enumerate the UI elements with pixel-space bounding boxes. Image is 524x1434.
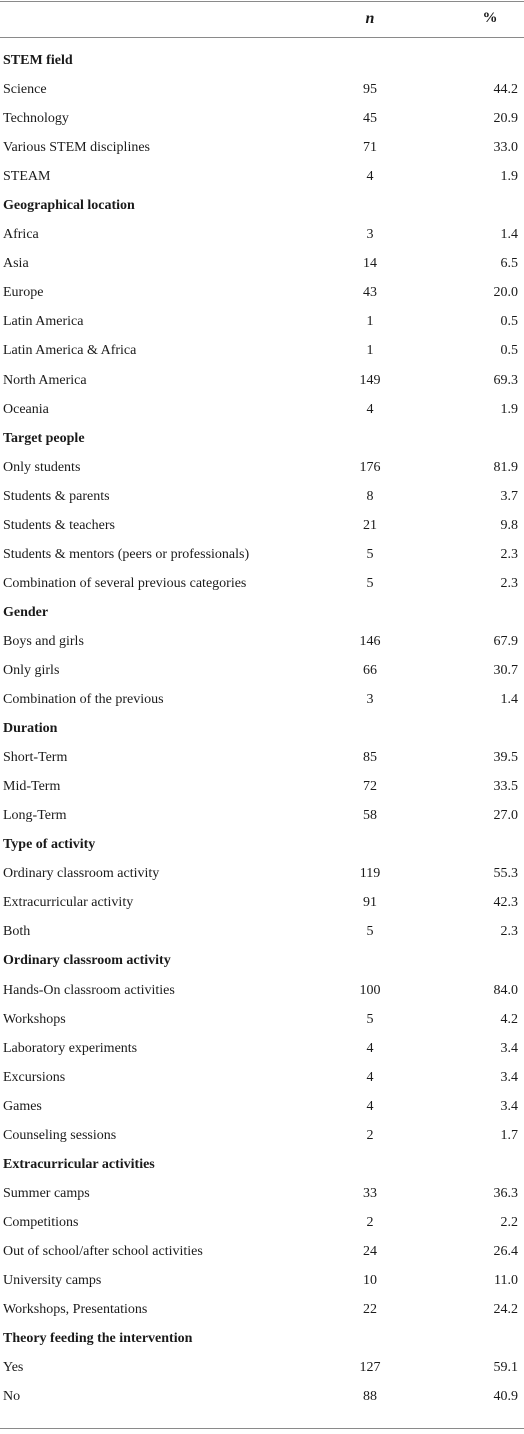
percent-cell: 2.3: [500, 546, 518, 562]
row-label: Students & parents: [3, 488, 110, 504]
percent-cell: 24.2: [493, 1302, 518, 1318]
count-cell: 4: [366, 169, 374, 185]
table-row: [0, 1035, 524, 1064]
count-cell: 1: [366, 314, 374, 330]
section-title: Theory feeding the intervention: [3, 1331, 193, 1347]
percent-cell: 39.5: [493, 750, 518, 766]
row-label: Short-Term: [3, 750, 68, 766]
percent-cell: 69.3: [493, 372, 518, 388]
table-row: [0, 163, 524, 192]
row-label: Excursions: [3, 1069, 66, 1085]
table-row: [0, 1267, 524, 1296]
percent-cell: 3.7: [500, 488, 518, 504]
percent-cell: 26.4: [493, 1243, 518, 1259]
table-row: [0, 1354, 524, 1383]
section-title: Extracurricular activities: [3, 1156, 155, 1172]
count-cell: 33: [363, 1185, 377, 1201]
section-header-row: [0, 599, 524, 628]
table-row: [0, 308, 524, 337]
row-label: Science: [3, 82, 47, 98]
percent-cell: 36.3: [493, 1185, 518, 1201]
table-row: [0, 1296, 524, 1325]
count-cell: 4: [366, 1069, 374, 1085]
row-label: Combination of several previous categories: [3, 575, 247, 591]
table-body: [0, 47, 524, 1412]
row-label: Only girls: [3, 662, 60, 678]
row-label: Workshops: [3, 1011, 66, 1027]
count-cell: 4: [366, 1040, 374, 1056]
section-header-row: [0, 425, 524, 454]
count-cell: 95: [363, 82, 377, 98]
percent-cell: 1.9: [500, 401, 518, 417]
row-label: STEAM: [3, 169, 51, 185]
percent-cell: 33.0: [493, 140, 518, 156]
row-label: Out of school/after school activities: [3, 1243, 203, 1259]
percent-cell: 9.8: [500, 517, 518, 533]
section-header-row: [0, 947, 524, 976]
row-label: Counseling sessions: [3, 1127, 117, 1143]
table-row: [0, 367, 524, 396]
table-row: [0, 250, 524, 279]
percent-cell: 0.5: [500, 314, 518, 330]
section-title: Gender: [3, 604, 49, 620]
percent-cell: 81.9: [493, 459, 518, 475]
row-label: Europe: [3, 285, 44, 301]
percent-cell: 1.7: [500, 1127, 518, 1143]
row-label: Ordinary classroom activity: [3, 866, 160, 882]
row-label: Various STEM disciplines: [3, 140, 150, 156]
percent-cell: 40.9: [493, 1389, 518, 1405]
table-row: [0, 686, 524, 715]
table-row: [0, 1122, 524, 1151]
row-label: Long-Term: [3, 808, 67, 824]
count-cell: 2: [366, 1127, 374, 1143]
section-header-row: [0, 192, 524, 221]
row-label: Latin America & Africa: [3, 343, 137, 359]
section-header-row: [0, 47, 524, 76]
table-row: [0, 541, 524, 570]
row-label: Students & teachers: [3, 517, 115, 533]
bottom-rule: [0, 1428, 524, 1429]
table-row: [0, 657, 524, 686]
percent-cell: 33.5: [493, 779, 518, 795]
count-cell: 4: [366, 1098, 374, 1114]
row-label: Summer camps: [3, 1185, 90, 1201]
table-row: [0, 1180, 524, 1209]
percent-cell: 84.0: [493, 982, 518, 998]
count-cell: 2: [366, 1214, 374, 1230]
header-percent: %: [482, 10, 498, 26]
row-label: Technology: [3, 111, 69, 127]
table-row: [0, 279, 524, 308]
percent-cell: 6.5: [500, 256, 518, 272]
row-label: Asia: [3, 256, 29, 272]
table-row: [0, 134, 524, 163]
percent-cell: 1.4: [500, 227, 518, 243]
table-row: [0, 1383, 524, 1412]
row-label: Combination of the previous: [3, 692, 164, 708]
count-cell: 127: [359, 1360, 381, 1376]
percent-cell: 20.0: [493, 285, 518, 301]
section-title: Geographical location: [3, 198, 135, 214]
row-label: North America: [3, 372, 87, 388]
count-cell: 14: [363, 256, 377, 272]
percent-cell: 2.3: [500, 575, 518, 591]
row-label: Students & mentors (peers or professionals): [3, 546, 250, 562]
row-label: Hands-On classroom activities: [3, 982, 175, 998]
table-row: [0, 105, 524, 134]
percent-cell: 0.5: [500, 343, 518, 359]
table-row: [0, 221, 524, 250]
table-row: [0, 773, 524, 802]
count-cell: 1: [366, 343, 374, 359]
row-label: Oceania: [3, 401, 49, 417]
row-label: Latin America: [3, 314, 84, 330]
table-row: [0, 918, 524, 947]
percent-cell: 55.3: [493, 866, 518, 882]
row-label: Mid-Term: [3, 779, 61, 795]
table-row: [0, 454, 524, 483]
count-cell: 8: [366, 488, 374, 504]
percent-cell: 2.3: [500, 924, 518, 940]
percent-cell: 1.9: [500, 169, 518, 185]
count-cell: 100: [359, 982, 381, 998]
row-label: Competitions: [3, 1214, 79, 1230]
percent-cell: 59.1: [493, 1360, 518, 1376]
count-cell: 43: [363, 285, 377, 301]
table-row: [0, 1006, 524, 1035]
percent-cell: 67.9: [493, 633, 518, 649]
count-cell: 21: [363, 517, 377, 533]
percent-cell: 20.9: [493, 111, 518, 127]
table-row: [0, 570, 524, 599]
table-row: [0, 1064, 524, 1093]
percent-cell: 42.3: [493, 895, 518, 911]
table-row: [0, 802, 524, 831]
table-row: [0, 744, 524, 773]
table-row: [0, 396, 524, 425]
count-cell: 45: [363, 111, 377, 127]
count-cell: 4: [366, 401, 374, 417]
percent-cell: 4.2: [500, 1011, 518, 1027]
count-cell: 176: [359, 459, 381, 475]
table-row: [0, 512, 524, 541]
count-cell: 91: [363, 895, 377, 911]
table-row: [0, 337, 524, 366]
table-row: [0, 977, 524, 1006]
percent-cell: 1.4: [500, 692, 518, 708]
count-cell: 66: [363, 662, 377, 678]
table-row: [0, 1093, 524, 1122]
row-label: Games: [3, 1098, 42, 1114]
row-label: Only students: [3, 459, 81, 475]
count-cell: 146: [359, 633, 381, 649]
section-header-row: [0, 715, 524, 744]
section-header-row: [0, 831, 524, 860]
percent-cell: 44.2: [493, 82, 518, 98]
header-n: n: [365, 10, 375, 27]
table-row: [0, 628, 524, 657]
row-label: Extracurricular activity: [3, 895, 134, 911]
row-label: Africa: [3, 227, 39, 243]
count-cell: 85: [363, 750, 377, 766]
count-cell: 71: [363, 140, 377, 156]
row-label: Both: [3, 924, 31, 940]
section-header-row: [0, 1325, 524, 1354]
count-cell: 5: [366, 575, 374, 591]
percent-cell: 30.7: [493, 662, 518, 678]
count-cell: 72: [363, 779, 377, 795]
count-cell: 3: [366, 692, 374, 708]
row-label: University camps: [3, 1272, 102, 1288]
count-cell: 5: [366, 924, 374, 940]
count-cell: 10: [363, 1272, 377, 1288]
section-title: Type of activity: [3, 837, 96, 853]
header-rule: [0, 37, 524, 38]
section-header-row: [0, 1151, 524, 1180]
section-title: STEM field: [3, 53, 73, 68]
percent-cell: 3.4: [500, 1040, 518, 1056]
count-cell: 149: [359, 372, 381, 388]
section-title: Target people: [3, 430, 85, 446]
row-label: Laboratory experiments: [3, 1040, 138, 1056]
percent-cell: 3.4: [500, 1069, 518, 1085]
table-row: [0, 76, 524, 105]
section-title: Ordinary classroom activity: [3, 953, 171, 969]
percent-cell: 2.2: [500, 1214, 518, 1230]
count-cell: 24: [363, 1243, 377, 1259]
count-cell: 3: [366, 227, 374, 243]
count-cell: 22: [363, 1302, 377, 1318]
row-label: Boys and girls: [3, 633, 84, 649]
table-header: [0, 2, 524, 36]
percent-cell: 11.0: [494, 1272, 518, 1288]
row-label: Yes: [3, 1360, 24, 1376]
count-cell: 5: [366, 546, 374, 562]
count-cell: 58: [363, 808, 377, 824]
table-row: [0, 889, 524, 918]
table-row: [0, 1209, 524, 1238]
count-cell: 119: [359, 866, 381, 882]
row-label: Workshops, Presentations: [3, 1302, 148, 1318]
count-cell: 88: [363, 1389, 377, 1405]
table-row: [0, 483, 524, 512]
percent-cell: 27.0: [493, 808, 518, 824]
percent-cell: 3.4: [500, 1098, 518, 1114]
row-label: No: [3, 1389, 21, 1405]
section-title: Duration: [3, 721, 58, 737]
count-cell: 5: [366, 1011, 374, 1027]
table-row: [0, 860, 524, 889]
table-row: [0, 1238, 524, 1267]
